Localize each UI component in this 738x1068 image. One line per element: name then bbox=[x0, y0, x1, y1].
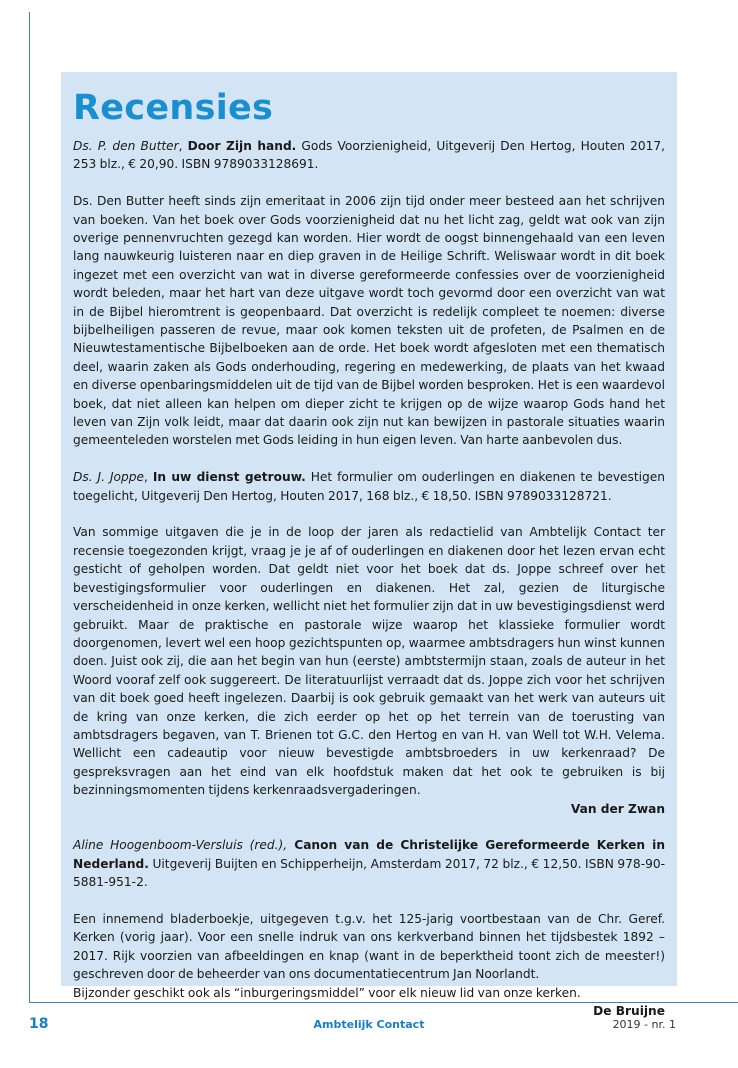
review-3-title: Canon van de Christelijke Gereformeerde Kerken in Nederland. bbox=[73, 838, 665, 871]
left-margin-rule bbox=[29, 12, 30, 1003]
issue-number: 2019 - nr. 1 bbox=[612, 1018, 676, 1031]
review-1-author: Ds. P. den Butter bbox=[73, 139, 179, 153]
review-1-title: Door Zijn hand. bbox=[187, 139, 297, 153]
page-footer bbox=[0, 1016, 738, 1036]
review-3-body-2: Bijzonder geschikt ook als “inburgeringsmiddel” voor elk nieuw lid van onze kerken. bbox=[73, 985, 581, 1000]
review-3-citation bbox=[73, 836, 665, 891]
page-title: Recensies bbox=[73, 88, 274, 128]
review-2-signature: Van der Zwan bbox=[570, 801, 665, 816]
journal-name: Ambtelijk Contact bbox=[313, 1018, 425, 1031]
review-1-details: Gods Voorzienigheid, Uitgeverij Den Hertog, Houten 2017, 253 blz., € 20,90. ISBN 9789033128691. bbox=[73, 139, 665, 172]
review-2-body: Van sommige uitgaven die je in de loop der jaren als redactielid van Ambtelijk Contact ter recensie toegezonden krijgt, vraag je je af of ouderlingen en diakenen door het lezen ervan echt gesticht of geholpen worden. Dat geldt niet voor het boek dat ds. Joppe schreef over het bevestigingsformulier voor ouderlingen en diakenen. Het zal, gezien de liturgische verscheidenheid in onze kerken, wellicht niet het formulier zijn dat in uw bevestigingsdienst werd gebruikt. Maar de praktische en pastorale wijze waarop het klassieke formulier wordt doorgenomen, levert wel een hoop gezichtspunten op, waarmee ambtsdragers hun winst kunnen doen. Juist ook zij, die aan het begin van hun (eerste) ambtstermijn staan, zoals de auteur in het Woord vooraf zelf ook suggereert. De literatuurlijst verraadt dat ds. Joppe zich voor het schrijven van dit boek goed heeft ingelezen. Daarbij is ook gebruik gemaakt van het werk van auteurs uit de kring van onze kerken, die zich eerder op het op het terrein van de toerusting van ambtsdragers begaven, van T. Brienen tot G.C. den Hertog en van H. van Well tot W.H. Velema. Wellicht een cadeautip voor nieuw bevestigde ambtsbroeders in uw kerkenraad? De gespreksvragen aan het eind van elk hoofdstuk maken dat het ook te gebruiken is bij bezinningsmomenten tijdens kerkenraadsvergaderingen. bbox=[73, 525, 665, 798]
review-1-body: Ds. Den Butter heeft sinds zijn emeritaat in 2006 zijn tijd onder meer besteed aan het schrijven van boeken. Van het boek over Gods voorzienigheid dat nu het licht zag, geldt wat ook van zijn overige pennenvruchten gezegd kan worden. Hier wordt de oogst binnengehaald van een leven lang nauwkeurig luisteren naar en diep graven in de Heilige Schrift. Weliswaar wordt in dit boek ingezet met een overzicht van wat in diverse gereformeerde confessies over de voorzienigheid wordt beleden, maar het hart van deze uitgave wordt toch gevormd door een overzicht van wat in de Bijbel hieromtrent is geopenbaard. Dat overzicht is redelijk compleet te noemen: diverse bijbelheiligen passeren de revue, maar ook komen teksten uit de profeten, de Psalmen en de Nieuwtestamentische Bijbelboeken aan de orde. Het boek wordt afgesloten met een thematisch deel, waarin zaken als Gods onderhouding, regering en medewerking, de plaats van het kwaad en diverse openbaringsmiddelen uit de tijd van de Bijbel worden besproken. Het is een waardevol boek, dat niet alleen kan helpen om dieper zicht te krijgen op de wijze waarop Gods hand het leven van Zijn volk leidt, maar dat daarin ook zijn nut kan bewijzen in pastorale situaties waarin gemeenteleden worstelen met Gods leiding in hun eigen leven. Van harte aanbevolen dus. bbox=[73, 194, 665, 448]
review-3-details: Uitgeverij Buijten en Schipperheijn, Amsterdam 2017, 72 blz., € 12,50. ISBN 978-90-5881-951-2. bbox=[73, 856, 665, 890]
review-2-title: In uw dienst getrouw. bbox=[152, 470, 306, 485]
review-2-citation: Ds. J. Joppe, In uw dienst getrouw. Het formulier om ouderlingen en diakenen te bevestigen toegelicht, Uitgeverij Den Hertog, Houten 2017, 168 blz., € 18,50. ISBN 9789033128721. bbox=[73, 470, 665, 503]
review-1-citation: Ds. P. den Butter, Door Zijn hand. Gods Voorzienigheid, Uitgeverij Den Hertog, Houten 2017, 253 blz., € 20,90. ISBN 9789033128691. bbox=[73, 139, 665, 172]
review-2-details: Het formulier om ouderlingen en diakenen te bevestigen toegelicht, Uitgeverij Den Hertog, Houten 2017, 168 blz., € 18,50. ISBN 9789033128721. bbox=[73, 470, 665, 503]
reviews-panel bbox=[61, 72, 677, 1019]
review-2-author: Ds. J. Joppe bbox=[73, 470, 144, 485]
review-3-author: Aline Hoogenboom-Versluis (red.), bbox=[73, 838, 288, 853]
review-3-body: Een innemend bladerboekje, uitgegeven t.g.v. het 125-jarig voortbestaan van de Chr. Geref. Kerken (vorig jaar). Voor een snelle indruk van ons kerkverband binnen het tijdsbestek 1892 – 2017. Rijk voorzien van afbeeldingen en knap (want in de beperktheid toont zich de meester!) geschreven door de beheerder van ons documentatiecentrum Jan Noorlandt. bbox=[73, 911, 665, 982]
review-3-signature: De Bruijne bbox=[593, 1004, 665, 1019]
page-number: 18 bbox=[29, 1016, 49, 1032]
